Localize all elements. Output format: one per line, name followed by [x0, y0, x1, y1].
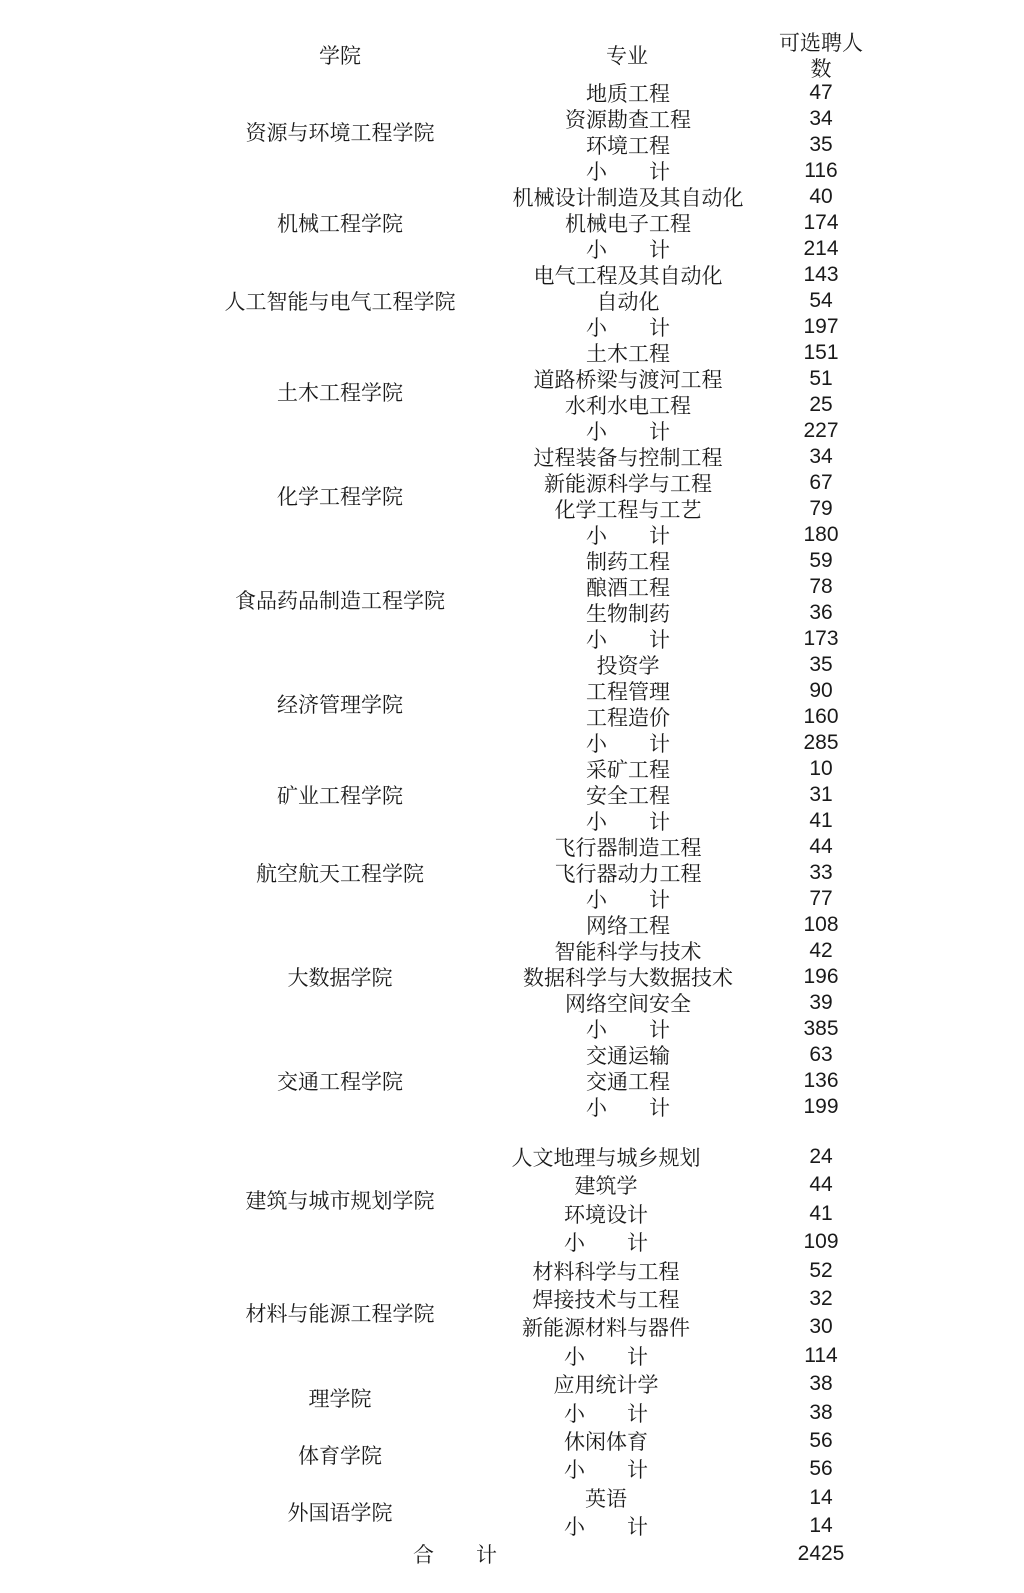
- major-row: [0, 652, 1024, 678]
- subtotal-label: 小 计: [586, 421, 670, 444]
- major-row: [0, 938, 1024, 964]
- count-value: 196: [803, 965, 839, 988]
- count-value: 174: [803, 211, 839, 234]
- college-group: [0, 1370, 1024, 1427]
- count-value: 41: [809, 809, 833, 832]
- count-value: 56: [809, 1457, 833, 1481]
- major-name: 投资学: [596, 655, 660, 678]
- major-name: 机械电子工程: [565, 213, 691, 236]
- subtotal-row: [0, 236, 1024, 262]
- subtotal-label: 小 计: [586, 629, 670, 652]
- count-value: 173: [803, 627, 839, 650]
- subtotal-row: [0, 314, 1024, 340]
- major-row: [0, 1143, 1024, 1171]
- college-name: 经济管理学院: [277, 694, 403, 717]
- count-value: 44: [809, 835, 833, 858]
- header-major: 专业: [606, 45, 648, 68]
- major-name: 地质工程: [586, 83, 670, 106]
- major-row: [0, 1256, 1024, 1284]
- major-name: 环境工程: [586, 135, 670, 158]
- count-value: 10: [809, 757, 833, 780]
- college-group: [0, 80, 1024, 184]
- subtotal-row: [0, 1512, 1024, 1540]
- total-value: 2425: [797, 1542, 845, 1566]
- major-name: 工程管理: [586, 681, 670, 704]
- major-name: 休闲体育: [564, 1430, 648, 1454]
- count-value: 47: [809, 81, 833, 104]
- college-name: 化学工程学院: [277, 486, 403, 509]
- count-value: 54: [809, 289, 833, 312]
- count-value: 385: [803, 1017, 839, 1040]
- college-name: 机械工程学院: [277, 213, 403, 236]
- count-value: 38: [809, 1372, 833, 1396]
- count-value: 14: [809, 1485, 833, 1509]
- subtotal-row: [0, 522, 1024, 548]
- count-value: 34: [809, 107, 833, 130]
- subtotal-label: 小 计: [586, 811, 670, 834]
- major-name: 过程装备与控制工程: [533, 447, 723, 470]
- major-row: [0, 548, 1024, 574]
- major-row: [0, 340, 1024, 366]
- college-name: 食品药品制造工程学院: [235, 590, 445, 613]
- count-value: 51: [809, 367, 833, 390]
- major-row: [0, 756, 1024, 782]
- college-group: [0, 1256, 1024, 1370]
- major-name: 水利水电工程: [565, 395, 691, 418]
- major-row: [0, 1285, 1024, 1313]
- college-name: 资源与环境工程学院: [245, 122, 435, 145]
- count-value: 34: [809, 445, 833, 468]
- major-row: [0, 834, 1024, 860]
- major-name: 环境设计: [564, 1203, 648, 1227]
- college-name: 建筑与城市规划学院: [245, 1189, 435, 1213]
- major-name: 应用统计学: [553, 1374, 659, 1398]
- college-group: [0, 756, 1024, 834]
- major-row: [0, 1200, 1024, 1228]
- major-name: 安全工程: [586, 785, 670, 808]
- major-row: [0, 392, 1024, 418]
- major-row: [0, 1171, 1024, 1199]
- count-value: 52: [809, 1258, 833, 1282]
- count-value: 77: [809, 887, 833, 910]
- header-college: 学院: [319, 45, 361, 68]
- major-row: [0, 1483, 1024, 1511]
- subtotal-label: 小 计: [564, 1345, 648, 1369]
- subtotal-label: 小 计: [586, 161, 670, 184]
- count-value: 227: [803, 419, 839, 442]
- count-value: 151: [803, 341, 839, 364]
- count-value: 160: [803, 705, 839, 728]
- college-name: 外国语学院: [287, 1501, 393, 1525]
- major-name: 新能源科学与工程: [544, 473, 712, 496]
- header-count-line1: 可选聘人: [779, 32, 863, 55]
- subtotal-label: 小 计: [564, 1232, 648, 1256]
- major-name: 生物制药: [586, 603, 670, 626]
- major-row: [0, 184, 1024, 210]
- subtotal-row: [0, 626, 1024, 652]
- college-group: [0, 340, 1024, 444]
- subtotal-label: 小 计: [564, 1516, 648, 1540]
- count-value: 67: [809, 471, 833, 494]
- count-value: 143: [803, 263, 839, 286]
- college-group: [0, 652, 1024, 756]
- major-row: [0, 782, 1024, 808]
- count-value: 35: [809, 653, 833, 676]
- major-name: 焊接技术与工程: [532, 1288, 680, 1312]
- count-value: 79: [809, 497, 833, 520]
- table-header: [0, 0, 1024, 80]
- major-row: [0, 106, 1024, 132]
- count-value: 35: [809, 133, 833, 156]
- count-value: 31: [809, 783, 833, 806]
- subtotal-row: [0, 1455, 1024, 1483]
- major-row: [0, 1370, 1024, 1398]
- major-name: 工程造价: [586, 707, 670, 730]
- subtotal-row: [0, 730, 1024, 756]
- major-name: 材料科学与工程: [532, 1260, 680, 1284]
- count-value: 116: [804, 159, 838, 182]
- header-count-line2: 数: [810, 58, 832, 81]
- major-name: 人文地理与城乡规划: [511, 1146, 701, 1170]
- major-row: [0, 1427, 1024, 1455]
- major-row: [0, 860, 1024, 886]
- major-name: 采矿工程: [586, 759, 670, 782]
- count-value: 41: [809, 1201, 833, 1225]
- subtotal-row: [0, 158, 1024, 184]
- major-row: [0, 80, 1024, 106]
- major-row: [0, 678, 1024, 704]
- major-row: [0, 366, 1024, 392]
- major-name: 英语: [585, 1487, 627, 1511]
- major-name: 化学工程与工艺: [554, 499, 702, 522]
- college-group: [0, 184, 1024, 262]
- major-name: 网络空间安全: [565, 993, 691, 1016]
- count-value: 78: [809, 575, 833, 598]
- college-group: [0, 834, 1024, 912]
- table-part-2: [0, 1143, 1024, 1569]
- major-name: 网络工程: [586, 915, 670, 938]
- count-value: 25: [809, 393, 833, 416]
- major-name: 机械设计制造及其自动化: [512, 187, 744, 210]
- count-value: 36: [809, 601, 833, 624]
- count-value: 285: [803, 731, 839, 754]
- count-value: 32: [809, 1286, 833, 1310]
- major-row: [0, 1068, 1024, 1094]
- count-value: 33: [809, 861, 833, 884]
- college-name: 土木工程学院: [277, 382, 403, 405]
- subtotal-row: [0, 1398, 1024, 1426]
- major-name: 土木工程: [586, 343, 670, 366]
- count-value: 44: [809, 1173, 833, 1197]
- college-name: 交通工程学院: [277, 1071, 403, 1094]
- major-name: 飞行器制造工程: [554, 837, 702, 860]
- count-value: 136: [803, 1069, 839, 1092]
- count-value: 24: [809, 1144, 833, 1168]
- count-value: 109: [803, 1230, 839, 1254]
- count-value: 90: [809, 679, 833, 702]
- subtotal-row: [0, 886, 1024, 912]
- count-value: 30: [809, 1315, 833, 1339]
- subtotal-row: [0, 1342, 1024, 1370]
- major-name: 自动化: [596, 291, 660, 314]
- major-row: [0, 288, 1024, 314]
- major-row: [0, 444, 1024, 470]
- count-value: 180: [803, 523, 839, 546]
- major-row: [0, 964, 1024, 990]
- major-name: 建筑学: [574, 1175, 638, 1199]
- major-name: 交通工程: [586, 1071, 670, 1094]
- major-row: [0, 600, 1024, 626]
- count-value: 114: [804, 1343, 838, 1367]
- major-row: [0, 262, 1024, 288]
- count-value: 197: [803, 315, 839, 338]
- subtotal-row: [0, 1016, 1024, 1042]
- count-value: 108: [803, 913, 839, 936]
- subtotal-row: [0, 418, 1024, 444]
- college-group: [0, 1427, 1024, 1484]
- college-name: 理学院: [308, 1388, 372, 1412]
- subtotal-label: 小 计: [586, 889, 670, 912]
- major-row: [0, 574, 1024, 600]
- subtotal-label: 小 计: [586, 733, 670, 756]
- count-value: 40: [809, 185, 833, 208]
- college-group: [0, 912, 1024, 1042]
- college-name: 矿业工程学院: [277, 785, 403, 808]
- major-name: 交通运输: [586, 1045, 670, 1068]
- major-name: 电气工程及其自动化: [533, 265, 723, 288]
- college-group: [0, 444, 1024, 548]
- college-name: 人工智能与电气工程学院: [224, 291, 456, 314]
- count-value: 38: [809, 1400, 833, 1424]
- college-name: 材料与能源工程学院: [245, 1303, 435, 1327]
- major-name: 数据科学与大数据技术: [523, 967, 733, 990]
- count-value: 42: [809, 939, 833, 962]
- major-name: 智能科学与技术: [554, 941, 702, 964]
- subtotal-label: 小 计: [586, 239, 670, 262]
- count-value: 63: [809, 1043, 833, 1066]
- major-name: 酿酒工程: [586, 577, 670, 600]
- subtotal-row: [0, 808, 1024, 834]
- college-name: 体育学院: [298, 1445, 382, 1469]
- count-value: 59: [809, 549, 833, 572]
- major-name: 资源勘查工程: [565, 109, 691, 132]
- table-part-1: [0, 80, 1024, 1120]
- major-row: [0, 132, 1024, 158]
- major-row: [0, 1042, 1024, 1068]
- subtotal-label: 小 计: [586, 1019, 670, 1042]
- total-label: 合 计: [413, 1544, 497, 1568]
- major-name: 飞行器动力工程: [554, 863, 702, 886]
- college-group: [0, 1483, 1024, 1540]
- major-row: [0, 704, 1024, 730]
- subtotal-label: 小 计: [564, 1459, 648, 1483]
- college-name: 大数据学院: [287, 967, 393, 990]
- major-name: 道路桥梁与渡河工程: [533, 369, 723, 392]
- subtotal-label: 小 计: [586, 1097, 670, 1120]
- college-name: 航空航天工程学院: [256, 863, 424, 886]
- count-value: 214: [803, 237, 839, 260]
- major-row: [0, 912, 1024, 938]
- total-row: [0, 1540, 1024, 1568]
- subtotal-label: 小 计: [564, 1402, 648, 1426]
- major-name: 制药工程: [586, 551, 670, 574]
- subtotal-label: 小 计: [586, 525, 670, 548]
- subtotal-label: 小 计: [586, 317, 670, 340]
- major-row: [0, 1313, 1024, 1341]
- major-row: [0, 470, 1024, 496]
- count-value: 39: [809, 991, 833, 1014]
- count-value: 199: [803, 1095, 839, 1118]
- major-name: 新能源材料与器件: [522, 1317, 690, 1341]
- count-value: 14: [809, 1514, 833, 1538]
- college-group: [0, 548, 1024, 652]
- college-group: [0, 1143, 1024, 1257]
- subtotal-row: [0, 1228, 1024, 1256]
- count-value: 56: [809, 1428, 833, 1452]
- college-group: [0, 1042, 1024, 1120]
- major-row: [0, 496, 1024, 522]
- major-row: [0, 990, 1024, 1016]
- subtotal-row: [0, 1094, 1024, 1120]
- major-row: [0, 210, 1024, 236]
- college-group: [0, 262, 1024, 340]
